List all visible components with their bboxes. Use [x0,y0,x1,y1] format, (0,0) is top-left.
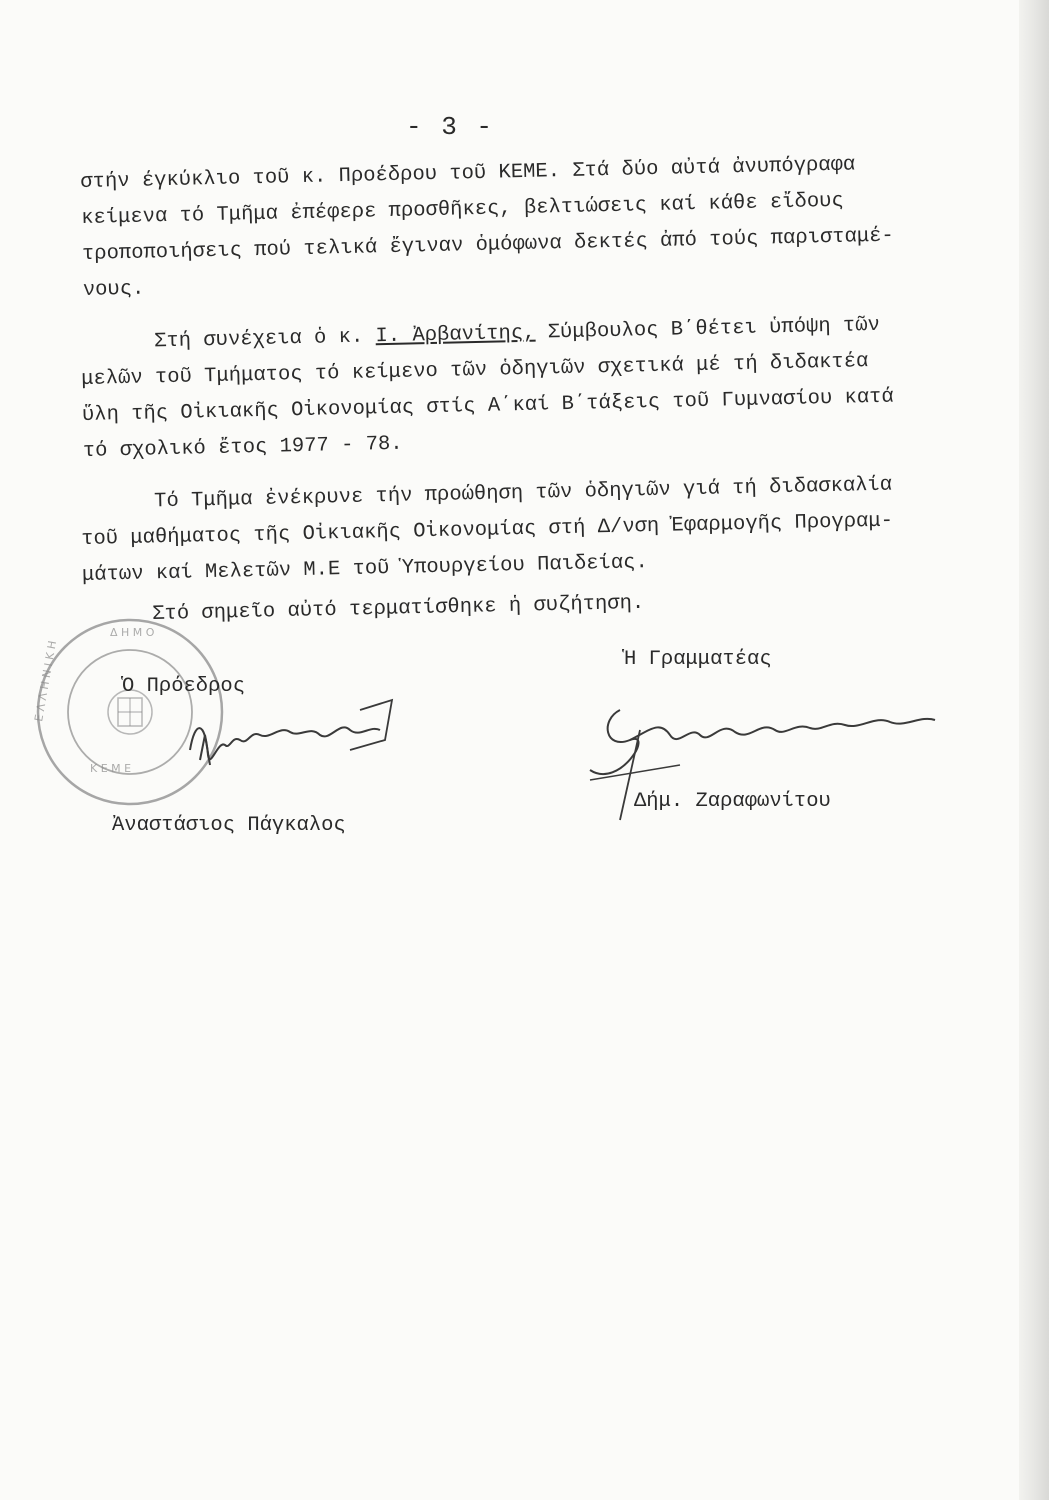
svg-text:Ε Λ Λ Η Ν Ι Κ Η: Ε Λ Λ Η Ν Ι Κ Η [32,639,60,723]
chairman-title: Ὁ Πρόεδρος [122,675,246,698]
closing-line: Στό σημεῖο αὐτό τερματίσθηκε ἡ συζήτηση. [152,591,645,626]
paragraph-2 [80,305,1003,470]
svg-text:Κ Ε Μ Ε: Κ Ε Μ Ε [90,762,132,775]
chairman-signature [170,680,400,800]
chairman-name: Ἀναστάσιος Πάγκαλος [112,814,346,837]
secretary-title: Ἡ Γραμματέας [624,648,772,671]
paragraph-3: Τό Τμῆμα ἐνέκρυνε τήν προώθηση τῶν ὁδηγιῶν γιά τή διδασκαλία τοῦ μαθήματος τῆς Οἰκιακῆς Οἰκονομίας στή Δ/νση Ἐφαρμογῆς Προγραμ- μάτων καί Μελετῶν Μ.Ε τοῦ Ὑπουργείου Παιδείας. [80,473,894,587]
page-edge [1019,0,1049,1500]
secretary-name: Δήμ. Ζαραφωνίτου [634,790,831,813]
paragraph-1: στήν έγκύκλιο τοῦ κ. Προέδρου τοῦ ΚΕΜΕ. Στά δύο αὐτά ἀνυπόγραφα κείμενα τό Τμῆμα ἐπέφερε προσθῆκες, βελτιώσεις καί κάθε εἴδους τροποποιήσεις πού τελικά ἔγιναν ὁμόφωνα δεκτές ἀπό τούς παρισταμέ- νους. [80,153,895,302]
page-number: - 3 - [405,112,494,142]
paragraph-2-rest: Σύμβουλος Β΄θέτει ὑπόψη τῶν μελῶν τοῦ Τμήματος τό κείμενο τῶν ὁδηγιῶν σχετικά μέ τή διδακτέα ὕλη τῆς Οἰκιακῆς Οἰκονομίας στίς Α΄καί Β΄τάξεις τοῦ Γυμνασίου κατά τό σχολικό ἔτος 1977 - 78. [80,313,895,463]
svg-text:Δ Η Μ Ο: Δ Η Μ Ο [110,626,155,639]
paragraph-2-intro: Στή συνέχεια ὁ κ. [80,325,376,355]
paragraph-2-name: Ι. Ἀρβανίτης, [375,321,536,349]
secretary-signature [560,680,980,840]
